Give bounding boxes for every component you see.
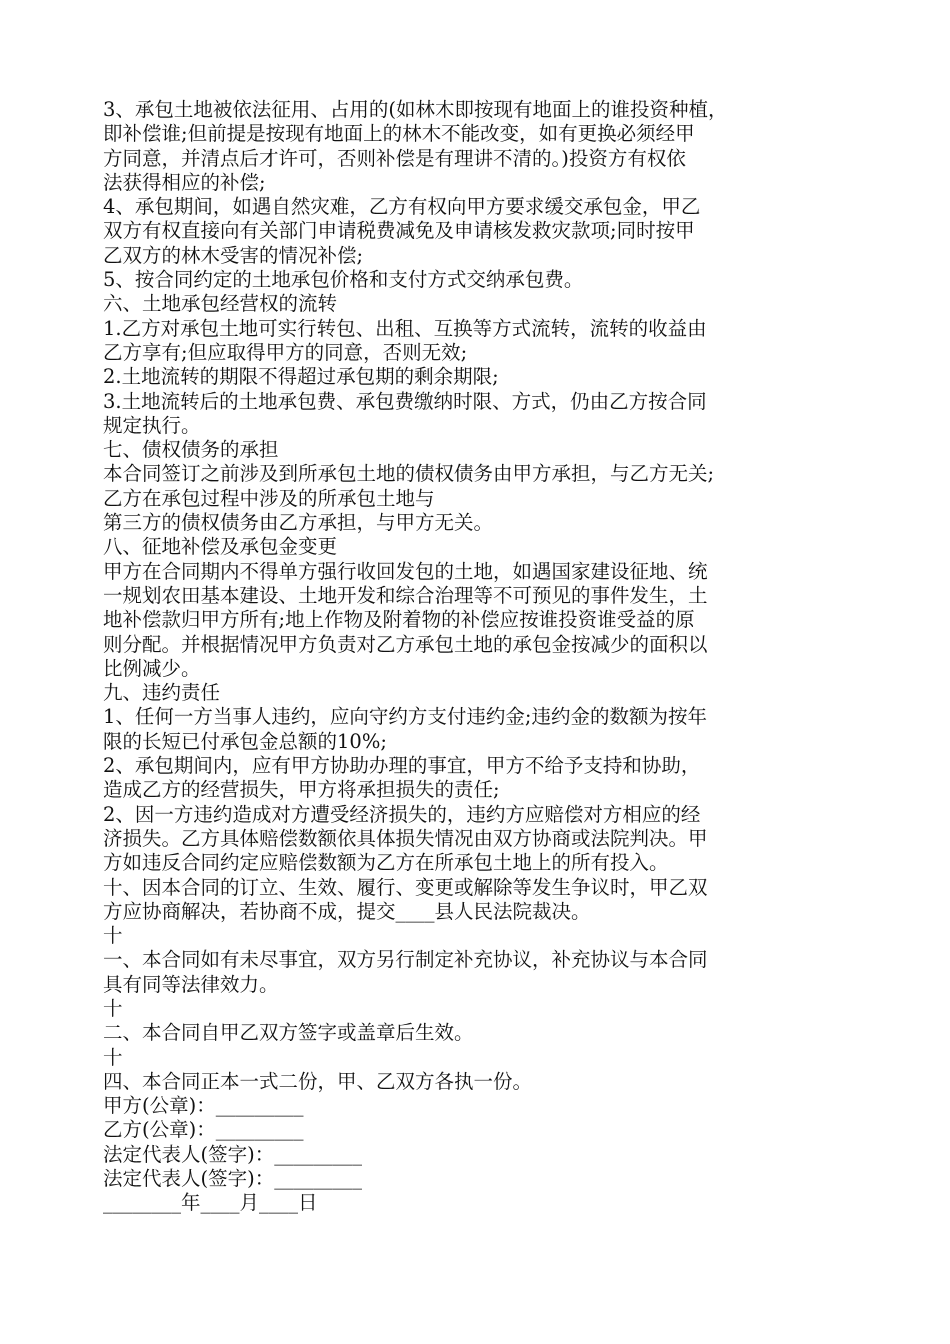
text-line: 十	[103, 996, 123, 1020]
text-line: 比例减少。	[103, 656, 201, 680]
text-line: 四、本合同正本一式二份，甲、乙双方各执一份。	[103, 1069, 533, 1093]
text-line: 二、本合同自甲乙双方签字或盖章后生效。	[103, 1021, 474, 1045]
text-line: 甲方在合同期内不得单方强行收回发包的土地，如遇国家建设征地、统	[103, 559, 708, 583]
text-line: 一、本合同如有未尽事宜，双方另行制定补充协议，补充协议与本合同	[103, 948, 708, 972]
text-line: 限的长短已付承包金总额的10%;	[103, 729, 387, 753]
text-line: 济损失。乙方具体赔偿数额依具体损失情况由双方协商或法院判决。甲	[103, 826, 708, 850]
signature-line-representative-b: 法定代表人(签字)：_________	[103, 1167, 362, 1191]
text-line: 方如违反合同约定应赔偿数额为乙方在所承包土地上的所有投入。	[103, 851, 669, 875]
text-line: 2、承包期间内，应有甲方协助办理的事宜，甲方不给予支持和协助，	[103, 754, 701, 778]
signature-line-representative-a: 法定代表人(签字)：_________	[103, 1142, 362, 1166]
text-line: 2、因一方违约造成对方遭受经济损失的，违约方应赔偿对方相应的经	[103, 802, 701, 826]
text-line: 本合同签订之前涉及到所承包土地的债权债务由甲方承担，与乙方无关;	[103, 462, 715, 486]
text-line: 4、承包期间，如遇自然灾难，乙方有权向甲方要求缓交承包金，甲乙	[103, 195, 701, 219]
text-line: 双方有权直接向有关部门申请税费减免及申请核发救灾款项;同时按甲	[103, 219, 695, 243]
section-heading: 九、违约责任	[103, 681, 221, 705]
text-line: 方同意，并清点后才许可，否则补偿是有理讲不清的。)投资方有权依	[103, 146, 686, 170]
date-line: ________年____月____日	[103, 1191, 318, 1215]
text-line: 3、承包土地被依法征用、占用的(如林木即按现有地面上的谁投资种植，	[103, 98, 728, 121]
text-line: 第三方的债权债务由乙方承担，与甲方无关。	[103, 511, 494, 535]
text-line: 方应协商解决，若协商不成，提交____县人民法院裁决。	[103, 899, 591, 923]
section-heading: 七、债权债务的承担	[103, 438, 279, 462]
text-line: 一规划农田基本建设、土地开发和综合治理等不可预见的事件发生，土	[103, 583, 708, 607]
text-line: 十	[103, 924, 123, 948]
section-heading: 八、征地补偿及承包金变更	[103, 535, 338, 559]
signature-line-party-b-seal: 乙方(公章)：_________	[103, 1118, 304, 1142]
text-line: 地补偿款归甲方所有;地上作物及附着物的补偿应按谁投资谁受益的原	[103, 608, 695, 632]
text-line: 乙方在承包过程中涉及的所承包土地与	[103, 486, 435, 510]
text-line: 3.土地流转后的土地承包费、承包费缴纳时限、方式，仍由乙方按合同	[103, 389, 707, 413]
text-line: 则分配。并根据情况甲方负责对乙方承包土地的承包金按减少的面积以	[103, 632, 708, 656]
text-line: 乙方享有;但应取得甲方的同意，否则无效;	[103, 340, 468, 364]
text-line: 即补偿谁;但前提是按现有地面上的林木不能改变，如有更换必须经甲	[103, 122, 695, 146]
text-line: 具有同等法律效力。	[103, 972, 279, 996]
text-line: 1.乙方对承包土地可实行转包、出租、互换等方式流转，流转的收益由	[103, 316, 707, 340]
text-line: 十	[103, 1045, 123, 1069]
text-line: 规定执行。	[103, 413, 201, 437]
signature-line-party-a-seal: 甲方(公章)：_________	[103, 1094, 304, 1118]
text-line: 1、任何一方当事人违约，应向守约方支付违约金;违约金的数额为按年	[103, 705, 707, 729]
text-line: 2.土地流转的期限不得超过承包期的剩余期限;	[103, 365, 499, 389]
contract-text-body	[103, 98, 863, 1216]
text-line: 5、按合同约定的土地承包价格和支付方式交纳承包费。	[103, 268, 584, 292]
text-line: 乙双方的林木受害的情况补偿;	[103, 243, 364, 267]
text-line: 造成乙方的经营损失，甲方将承担损失的责任;	[103, 778, 500, 802]
section-heading: 六、土地承包经营权的流转	[103, 292, 338, 316]
text-line: 法获得相应的补偿;	[103, 170, 266, 194]
text-line: 十、因本合同的订立、生效、履行、变更或解除等发生争议时，甲乙双	[103, 875, 708, 899]
